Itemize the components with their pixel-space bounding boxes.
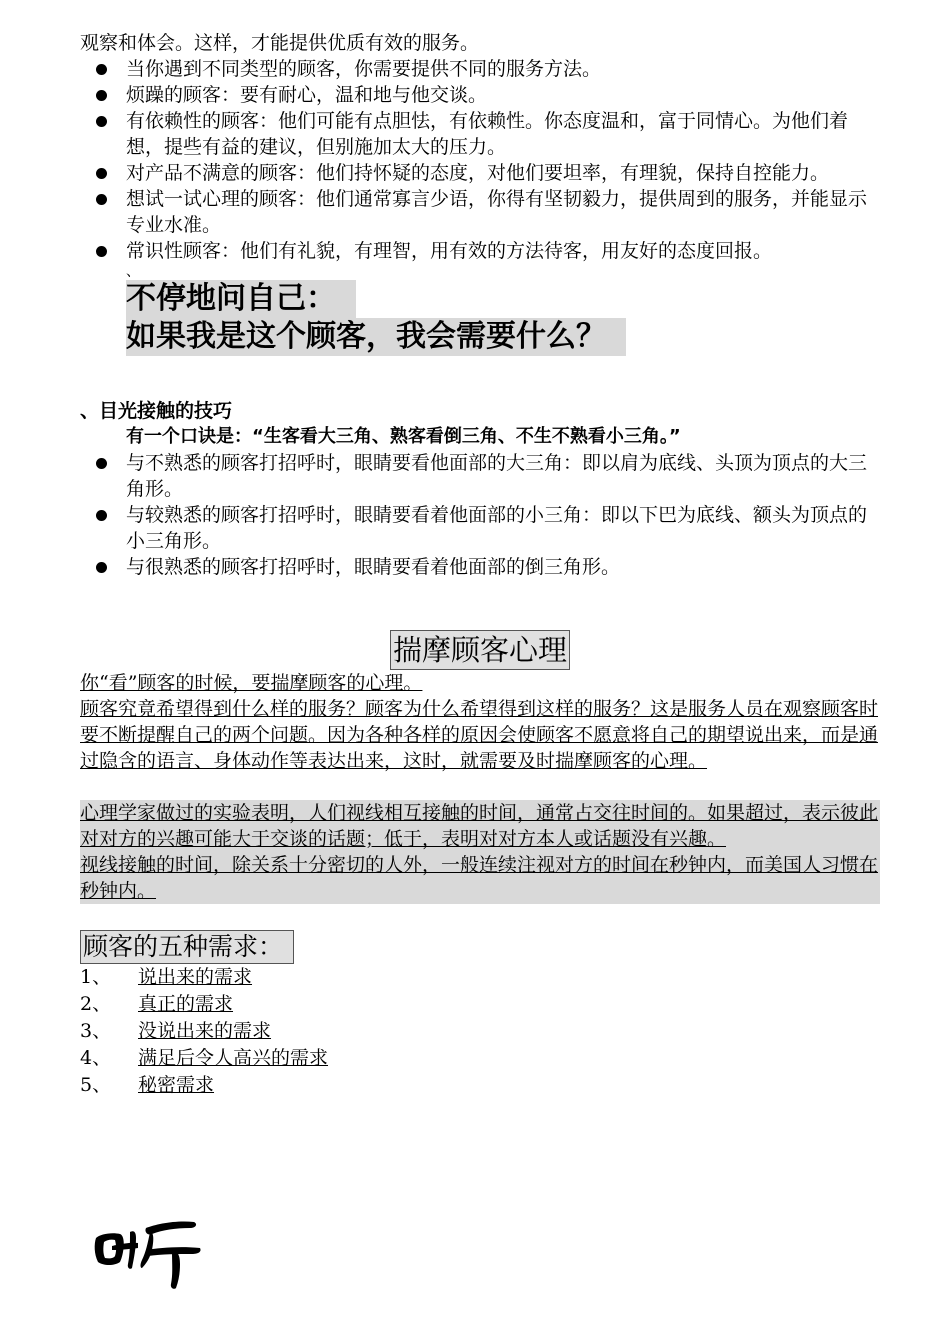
list-item-text: 与较熟悉的顾客打招呼时，眼睛要看着他面部的小三角：即以下巴为底线、额头为顶点的小三角形。 [126, 504, 868, 552]
list-item [80, 450, 880, 502]
psychology-title: 揣摩顾客心理 [390, 630, 570, 670]
callout-box [80, 280, 880, 356]
list-item [80, 108, 880, 160]
list-item [80, 964, 880, 991]
list-item-text: 想试一试心理的顾客：他们通常寡言少语，你得有坚韧毅力，提供周到的服务，并能显示专业水准。 [126, 188, 868, 236]
list-item-number: 2、 [80, 993, 112, 1015]
list-item-text: 说出来的需求 [138, 966, 253, 988]
list-item-text: 烦躁的顾客：要有耐心，温和地与他交谈。 [126, 84, 488, 106]
list-item-text: 秘密需求 [138, 1074, 215, 1096]
bullet-icon [96, 458, 107, 469]
bullet-icon [96, 562, 107, 573]
bullet-icon [96, 510, 107, 521]
psychology-title-wrap [80, 630, 880, 670]
bullet-icon [96, 116, 107, 127]
bullet-icon [96, 194, 107, 205]
psychology-para-3: 心理学家做过的实验表明，人们视线相互接触的时间，通常占交往时间的。如果超过，表示彼此对对方的兴趣可能大于交谈的话题；低于，表明对对方本人或话题没有兴趣。 [80, 802, 879, 850]
list-item-number: 3、 [80, 1020, 112, 1042]
list-item [80, 160, 880, 186]
list-item-text: 有依赖性的顾客：他们可能有点胆怯，有依赖性。你态度温和，富于同情心。为他们着想，提些有益的建议，但别施加太大的压力。 [126, 110, 849, 158]
bullet-icon [96, 64, 107, 75]
eye-contact-motto: 有一个口诀是：“生客看大三角、熟客看倒三角、不生不熟看小三角。” [126, 426, 681, 447]
list-item [80, 554, 880, 580]
bullet-icon [96, 168, 107, 179]
list-item [80, 186, 880, 238]
list-item-text: 满足后令人高兴的需求 [138, 1047, 329, 1069]
list-item-number: 1、 [80, 966, 112, 988]
eye-contact-list [80, 450, 880, 580]
list-item [80, 56, 880, 82]
callout-line-1: 不停地问自己： [126, 280, 356, 318]
list-item-text: 真正的需求 [138, 993, 234, 1015]
list-item-number: 5、 [80, 1074, 112, 1096]
customer-types-list [80, 56, 880, 264]
list-item-number: 4、 [80, 1047, 112, 1069]
eye-contact-heading: 、目光接触的技巧 [80, 400, 233, 422]
list-item-text: 当你遇到不同类型的顾客，你需要提供不同的服务方法。 [126, 58, 602, 80]
psychology-para-4: 视线接触的时间，除关系十分密切的人外，一般连续注视对方的时间在秒钟内，而美国人习惯在秒钟内。 [80, 854, 879, 902]
list-item [80, 1072, 880, 1099]
list-item-text: 与不熟悉的顾客打招呼时，眼睛要看他面部的大三角：即以肩为底线、头顶为顶点的大三角形。 [126, 452, 868, 500]
stray-mark: 、 [126, 264, 140, 280]
list-item [80, 1045, 880, 1072]
psychology-para-1: 你“看”顾客的时候，要揣摩顾客的心理。 [80, 672, 423, 694]
list-item [80, 238, 880, 264]
list-item [80, 1018, 880, 1045]
bullet-icon [96, 246, 107, 257]
bullet-icon [96, 90, 107, 101]
callout-line-2: 如果我是这个顾客，我会需要什么？ [126, 318, 626, 356]
list-item [80, 502, 880, 554]
document-page [80, 30, 880, 1099]
list-item-text: 常识性顾客：他们有礼貌，有理智，用有效的方法待客，用友好的态度回报。 [126, 240, 773, 262]
intro-line: 观察和体会。这样，才能提供优质有效的服务。 [80, 32, 480, 54]
list-item-text: 对产品不满意的顾客：他们持怀疑的态度，对他们要坦率，有理貌，保持自控能力。 [126, 162, 830, 184]
list-item [80, 82, 880, 108]
list-item-text: 没说出来的需求 [138, 1020, 272, 1042]
list-item [80, 991, 880, 1018]
list-item-text: 与很熟悉的顾客打招呼时，眼睛要看着他面部的倒三角形。 [126, 556, 621, 578]
psychology-para-2: 顾客究竟希望得到什么样的服务？顾客为什么希望得到这样的服务？这是服务人员在观察顾客时要不断提醒自己的两个问题。因为各种各样的原因会使顾客不愿意将自己的期望说出来，而是通过隐含的语言、身体动作等表达出来，这时，就需要及时揣摩顾客的心理。 [80, 698, 879, 772]
five-needs-title: 顾客的五种需求： [80, 930, 294, 964]
calligraphy-listen-icon [90, 1218, 205, 1290]
five-needs-list [80, 964, 880, 1099]
